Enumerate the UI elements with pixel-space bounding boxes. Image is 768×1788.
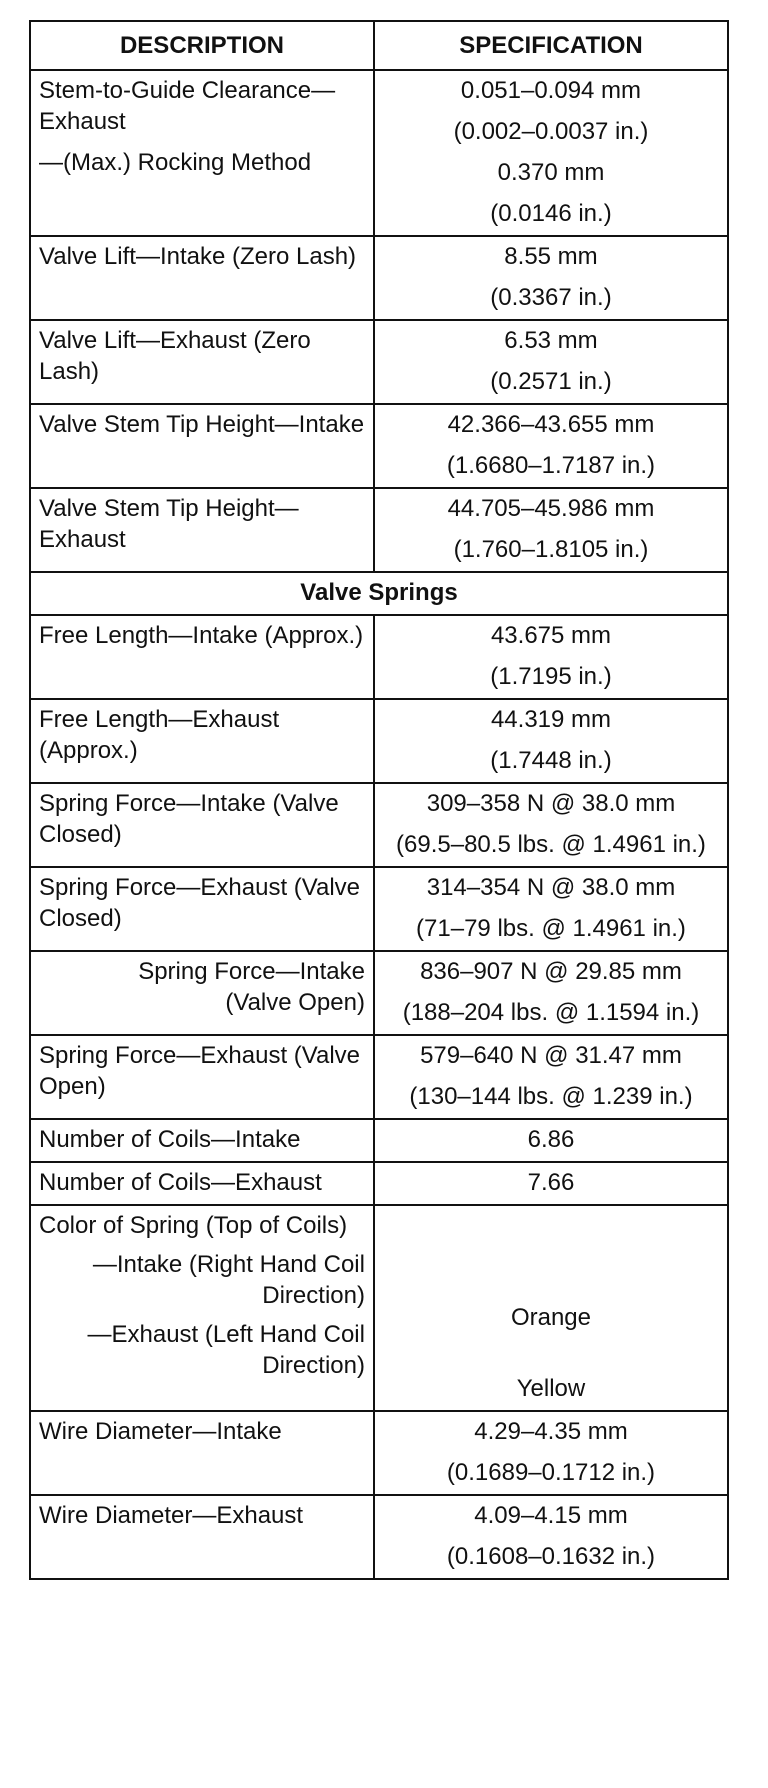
spec-metric: 0.051–0.094 mm xyxy=(460,77,642,104)
table-row xyxy=(30,1411,728,1495)
description-text: Stem-to-Guide Clearance—Exhaust xyxy=(39,77,336,135)
spec-metric: 836–907 N @ 29.85 mm xyxy=(420,958,682,985)
spec-imperial: (188–204 lbs. @ 1.1594 in.) xyxy=(402,999,700,1026)
specification-cell xyxy=(374,320,728,404)
spec-metric: 6.53 mm xyxy=(504,327,598,354)
spec-imperial: (1.7448 in.) xyxy=(490,747,612,774)
spec-metric: 44.705–45.986 mm xyxy=(447,495,655,522)
spec-imperial: (0.1608–0.1632 in.) xyxy=(446,1543,656,1570)
description-text: Color of Spring (Top of Coils) xyxy=(39,1212,348,1239)
specification-cell xyxy=(374,70,728,236)
table-row xyxy=(30,1035,728,1119)
table-row xyxy=(30,1495,728,1579)
table-row xyxy=(30,699,728,783)
description-text: —Exhaust (Left Hand Coil Direction) xyxy=(87,1321,365,1379)
specification-cell xyxy=(374,236,728,320)
spec-imperial: (0.1689–0.1712 in.) xyxy=(446,1459,656,1486)
spring-color-intake: Orange xyxy=(510,1304,592,1331)
spec-metric: 4.29–4.35 mm xyxy=(474,1418,628,1445)
specification-cell xyxy=(374,404,728,488)
spec-imperial: (1.6680–1.7187 in.) xyxy=(446,452,656,479)
description-header: DESCRIPTION xyxy=(30,21,374,70)
description-text: —(Max.) Rocking Method xyxy=(39,149,312,176)
table-row xyxy=(30,320,728,404)
description-cell: Free Length—Intake (Approx.) xyxy=(30,615,374,699)
spec-metric: 42.366–43.655 mm xyxy=(447,411,655,438)
section-heading: Valve Springs xyxy=(30,572,728,615)
spec-imperial: (1.760–1.8105 in.) xyxy=(453,536,649,563)
table-row xyxy=(30,1162,728,1205)
description-cell: Number of Coils—Intake xyxy=(30,1119,374,1162)
spec-imperial: (71–79 lbs. @ 1.4961 in.) xyxy=(416,915,686,942)
table-row xyxy=(30,488,728,572)
spec-imperial: (0.3367 in.) xyxy=(490,284,612,311)
specification-cell xyxy=(374,1205,728,1411)
table-row xyxy=(30,783,728,867)
description-cell xyxy=(30,1205,374,1411)
specification-cell xyxy=(374,1035,728,1119)
table-row xyxy=(30,951,728,1035)
description-cell: Spring Force—Intake (Valve Closed) xyxy=(30,783,374,867)
table-row xyxy=(30,1119,728,1162)
table-row xyxy=(30,1205,728,1411)
spec-metric: 0.370 mm xyxy=(497,159,605,186)
specification-header: SPECIFICATION xyxy=(374,21,728,70)
description-cell xyxy=(30,70,374,236)
table-row xyxy=(30,615,728,699)
spec-imperial: (0.0146 in.) xyxy=(490,200,612,227)
description-cell: Wire Diameter—Intake xyxy=(30,1411,374,1495)
description-text: —Intake (Right Hand Coil Direction) xyxy=(92,1251,365,1309)
spec-metric: 4.09–4.15 mm xyxy=(474,1502,628,1529)
spec-imperial: (0.002–0.0037 in.) xyxy=(453,118,649,145)
specification-cell xyxy=(374,699,728,783)
specification-cell xyxy=(374,615,728,699)
table-header-row xyxy=(30,21,728,70)
specification-cell: 7.66 xyxy=(374,1162,728,1205)
spec-metric: 44.319 mm xyxy=(490,706,612,733)
specification-cell xyxy=(374,867,728,951)
description-cell: Valve Lift—Exhaust (Zero Lash) xyxy=(30,320,374,404)
description-cell: Valve Stem Tip Height—Intake xyxy=(30,404,374,488)
description-cell: Free Length—Exhaust (Approx.) xyxy=(30,699,374,783)
specification-cell xyxy=(374,488,728,572)
spec-metric: 309–358 N @ 38.0 mm xyxy=(426,790,676,817)
specification-cell xyxy=(374,1495,728,1579)
spec-metric: 8.55 mm xyxy=(504,243,598,270)
description-cell: Valve Stem Tip Height—Exhaust xyxy=(30,488,374,572)
description-cell: Spring Force—Exhaust (Valve Open) xyxy=(30,1035,374,1119)
description-cell: Valve Lift—Intake (Zero Lash) xyxy=(30,236,374,320)
spec-metric: 314–354 N @ 38.0 mm xyxy=(426,874,676,901)
description-cell: Spring Force—Exhaust (Valve Closed) xyxy=(30,867,374,951)
specification-cell xyxy=(374,951,728,1035)
specification-cell xyxy=(374,783,728,867)
table-row xyxy=(30,867,728,951)
spec-metric: 43.675 mm xyxy=(490,622,612,649)
specification-cell: 6.86 xyxy=(374,1119,728,1162)
table-row xyxy=(30,404,728,488)
spec-imperial: (1.7195 in.) xyxy=(490,663,612,690)
spec-imperial: (69.5–80.5 lbs. @ 1.4961 in.) xyxy=(396,831,706,858)
spec-imperial: (130–144 lbs. @ 1.239 in.) xyxy=(409,1083,693,1110)
valve-spec-table xyxy=(29,20,729,1580)
table-row xyxy=(30,70,728,236)
spec-metric: 579–640 N @ 31.47 mm xyxy=(420,1042,682,1069)
table-row xyxy=(30,236,728,320)
description-cell: Wire Diameter—Exhaust xyxy=(30,1495,374,1579)
description-cell: Number of Coils—Exhaust xyxy=(30,1162,374,1205)
spring-color-exhaust: Yellow xyxy=(516,1375,586,1402)
section-row xyxy=(30,572,728,615)
spec-imperial: (0.2571 in.) xyxy=(490,368,612,395)
description-cell: Spring Force—Intake (Valve Open) xyxy=(30,951,374,1035)
specification-cell xyxy=(374,1411,728,1495)
